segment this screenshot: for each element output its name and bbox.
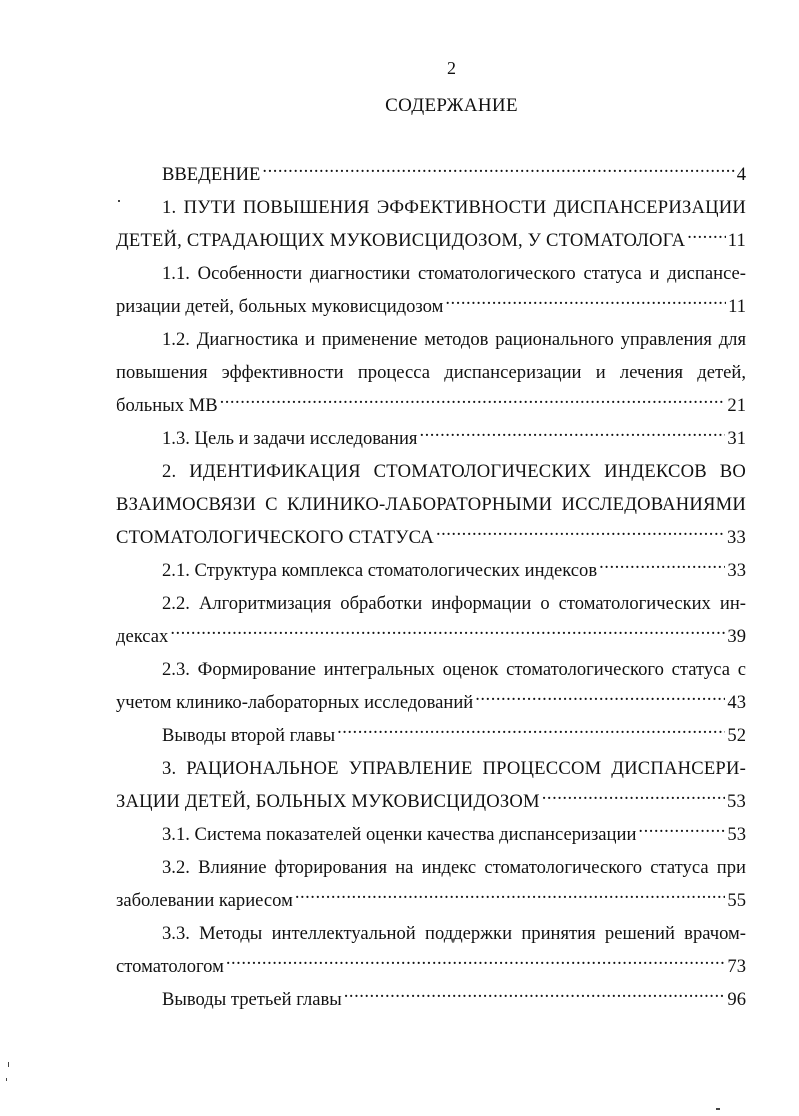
scan-speck (716, 1108, 720, 1110)
toc-entry-text: СТОМАТОЛОГИЧЕСКОГО СТАТУСА (116, 527, 434, 548)
toc-entry-text: 3.1. Система показателей оценки качества диспансеризации (162, 824, 637, 845)
toc-page-number: 4 (736, 164, 746, 185)
toc-chapter-3-line-1: 3. РАЦИОНАЛЬНОЕ УПРАВЛЕНИЕ ПРОЦЕССОМ ДИСПАНСЕРИ- (162, 758, 746, 779)
toc-chapter-2-line-2: ВЗАИМОСВЯЗИ С КЛИНИКО-ЛАБОРАТОРНЫМИ ИССЛЕДОВАНИЯМИ (116, 494, 746, 515)
toc-chapter-1-line-1: 1. ПУТИ ПОВЫШЕНИЯ ЭФФЕКТИВНОСТИ ДИСПАНСЕРИЗАЦИИ (162, 197, 746, 218)
toc-section-3-2-line-2 (116, 884, 746, 917)
toc-page-number: 39 (727, 626, 746, 647)
toc-chapter-2-line-3 (116, 521, 746, 554)
toc-entry-intro (116, 158, 746, 191)
dot-leader (337, 722, 725, 741)
toc-section-1-2-line-3 (116, 389, 746, 422)
toc-section-2-1 (116, 554, 746, 587)
toc-page-number: 96 (727, 989, 746, 1010)
toc-entry-text: заболевании кариесом (116, 890, 293, 911)
toc-page-number: 43 (727, 692, 746, 713)
dot-leader (542, 788, 725, 807)
dot-leader (295, 887, 726, 906)
toc-entry-text: 2.1. Структура комплекса стоматологических индексов (162, 560, 598, 581)
page-number: 2 (447, 58, 456, 78)
toc-page-number: 73 (727, 956, 746, 977)
toc-section-2-2-line-1: 2.2. Алгоритмизация обработки информации о стоматологических ин- (162, 593, 746, 614)
toc-chapter-3-line-2 (116, 785, 746, 818)
toc-section-2-3-line-1: 2.3. Формирование интегральных оценок стоматологического статуса с (162, 659, 746, 680)
page-title: СОДЕРЖАНИЕ (385, 95, 518, 116)
toc-section-1-2-line-1: 1.2. Диагностика и применение методов рационального управления для (162, 329, 746, 350)
toc-page-number: 33 (727, 527, 746, 548)
dot-leader (687, 227, 725, 246)
scan-speck (6, 1078, 7, 1081)
dot-leader (638, 821, 725, 840)
toc-page-number: 31 (727, 428, 746, 449)
toc-page-number: 52 (727, 725, 746, 746)
toc-entry-text: 1.3. Цель и задачи исследования (162, 428, 418, 449)
dot-leader (445, 293, 726, 312)
toc-section-3-2-line-1: 3.2. Влияние фторирования на индекс стоматологического статуса при (162, 857, 746, 878)
table-of-contents (116, 158, 746, 1016)
toc-section-2-3-line-2 (116, 686, 746, 719)
toc-page-number: 53 (727, 824, 746, 845)
toc-conclusions-chapter-3 (116, 983, 746, 1016)
toc-page-number: 11 (728, 296, 746, 317)
toc-entry-text: ВВЕДЕНИЕ (162, 164, 261, 185)
toc-entry-text: Выводы третьей главы (162, 989, 342, 1010)
toc-entry-text: стоматологом (116, 956, 224, 977)
toc-page-number: 53 (727, 791, 746, 812)
dot-leader (344, 986, 726, 1005)
dot-leader (475, 689, 725, 708)
toc-page-number: 21 (727, 395, 746, 416)
toc-section-1-1-line-1: 1.1. Особенности диагностики стоматологического статуса и диспансе- (162, 263, 746, 284)
toc-section-1-2-line-2: повышения эффективности процесса диспансеризации и лечения детей, (116, 362, 746, 383)
toc-entry-text: больных МВ (116, 395, 218, 416)
toc-entry-text: ЗАЦИИ ДЕТЕЙ, БОЛЬНЫХ МУКОВИСЦИДОЗОМ (116, 791, 540, 812)
dot-leader (262, 161, 734, 180)
toc-section-1-1-line-2 (116, 290, 746, 323)
toc-section-1-3 (116, 422, 746, 455)
toc-section-3-3-line-2 (116, 950, 746, 983)
toc-section-3-1 (116, 818, 746, 851)
dot-leader (599, 557, 725, 576)
toc-entry-text: учетом клинико-лабораторных исследований (116, 692, 474, 713)
toc-entry-text: ризации детей, больных муковисцидозом (116, 296, 444, 317)
toc-chapter-1-line-2 (116, 224, 746, 257)
toc-page-number: 11 (727, 230, 746, 251)
toc-conclusions-chapter-2 (116, 719, 746, 752)
toc-page-number: 33 (727, 560, 746, 581)
toc-entry-text: ДЕТЕЙ, СТРАДАЮЩИХ МУКОВИСЦИДОЗОМ, У СТОМАТОЛОГА (116, 230, 686, 251)
dot-leader (170, 623, 725, 642)
dot-leader (436, 524, 725, 543)
toc-chapter-2-line-1: 2. ИДЕНТИФИКАЦИЯ СТОМАТОЛОГИЧЕСКИХ ИНДЕКСОВ ВО (162, 461, 746, 482)
toc-section-3-3-line-1: 3.3. Методы интеллектуальной поддержки принятия решений врачом- (162, 923, 746, 944)
dot-leader (419, 425, 725, 444)
toc-entry-text: дексах (116, 626, 169, 647)
toc-section-2-2-line-2 (116, 620, 746, 653)
toc-entry-text: Выводы второй главы (162, 725, 336, 746)
scan-speck (8, 1062, 9, 1067)
dot-leader (220, 392, 726, 411)
scan-speck (118, 200, 120, 202)
toc-page-number: 55 (727, 890, 746, 911)
dot-leader (226, 953, 726, 972)
